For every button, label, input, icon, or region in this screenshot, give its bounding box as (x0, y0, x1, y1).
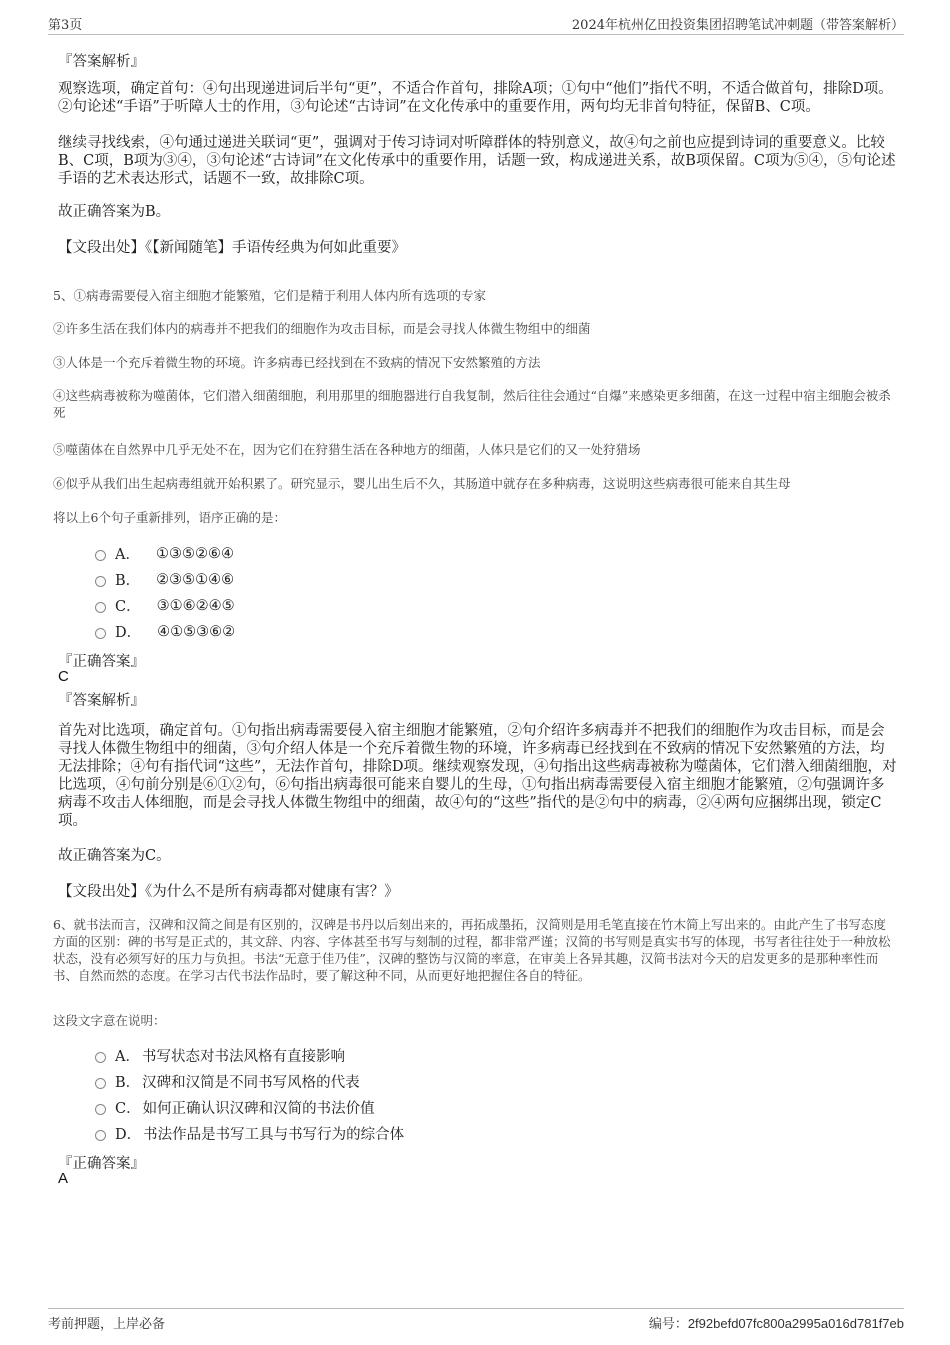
radio-icon[interactable] (95, 1130, 106, 1141)
q5-answer-label: 『正确答案』 (58, 654, 145, 670)
q5-option-d[interactable]: D． ④①⑤③⑥② (95, 621, 235, 642)
q5-prompt: 将以上6个句子重新排列，语序正确的是： (53, 510, 286, 525)
q6-option-a[interactable]: A． 书写状态对书法风格有直接影响 (95, 1045, 345, 1066)
q5-sentence-6: ⑥似乎从我们出生起病毒组就开始积累了。研究显示，婴儿出生后不久，其肠道中就存在多种病毒，这说明这些病毒很可能来自其生母 (53, 476, 791, 491)
q5-analysis: 首先对比选项，确定首句。①句指出病毒需要侵入宿主细胞才能繁殖，②句介绍许多病毒并不把我们的细胞作为攻击目标，而是会寻找人体微生物组中的细菌，③句介绍人体是一个充斥着微生物的环境，许多病毒已经找到在不致病的情况下安然繁殖的方法，均无法排除；④句有指代词“这些”，无法作首句，排除D项。继续观察发现，④句指出这些病毒被称为噬菌体，它们潜入细菌细胞，对比选项，④句前分别是⑥①②句，⑥句指出病毒很可能来自婴儿的生母，①句指出病毒需要侵入宿主细胞才能繁殖，②句强调许多病毒不攻击人体细胞，而是会寻找人体微生物组中的细菌，故④句的“这些”指代的是②句中的病毒，②④两句应捆绑出现，锁定C项。 (58, 723, 897, 829)
q4-conclusion: 故正确答案为B。 (58, 204, 171, 220)
radio-icon[interactable] (95, 1052, 106, 1063)
radio-icon[interactable] (95, 1078, 106, 1089)
q5-conclusion: 故正确答案为C。 (58, 848, 171, 864)
q5-sentence-5: ⑤噬菌体在自然界中几乎无处不在，因为它们在狩猎生活在各种地方的细菌，人体只是它们的又一处狩猎场 (53, 442, 641, 457)
q6-option-c[interactable]: C． 如何正确认识汉碑和汉简的书法价值 (95, 1097, 375, 1118)
q4-analysis-para-2: 继续寻找线索，④句通过递进关联词“更”，强调对于传习诗词对听障群体的特别意义，故④句之前也应提到诗词的重要意义。比较B、C项，B项为③④，③句论述“古诗词”在文化传承中的重要作用，话题一致，构成递进关系，故B项保留。C项为⑤④，⑤句论述手语的艺术表达形式，话题不一致，故排除C项。 (58, 135, 896, 187)
q5-answer: C (58, 668, 69, 685)
page-number: 第3页 (48, 18, 83, 33)
q5-analysis-label: 『答案解析』 (58, 693, 145, 709)
q6-prompt: 这段文字意在说明： (53, 1013, 166, 1028)
q6-passage: 6、就书法而言，汉碑和汉简之间是有区别的，汉碑是书丹以后刻出来的，再拓成墨拓，汉简则是用毛笔直接在竹木简上写出来的。由此产生了书写态度方面的区别：碑的书写是正式的，其文辞、内容、字体甚至书写与刻制的过程，都非常严谨；汉简的书写则是真实书写的体现，书写者往往处于一种放松状态，没有必须写好的压力与负担。书法“无意于佳乃佳”，汉碑的整饬与汉简的率意，在审美上各异其趣，汉简书法对今天的启发更多的是那种率性而书、自然而然的态度。在学习古代书法作品时，要了解这种不同，从而更好地把握住各自的特征。 (53, 917, 891, 983)
page-footer (48, 1308, 904, 1331)
q5-sentence-3: ③人体是一个充斥着微生物的环境。许多病毒已经找到在不致病的情况下安然繁殖的方法 (53, 355, 541, 370)
document-title: 2024年杭州亿田投资集团招聘笔试冲刺题（带答案解析） (571, 18, 904, 33)
q5-option-b[interactable]: B． ②③⑤①④⑥ (95, 569, 234, 590)
radio-icon[interactable] (95, 628, 106, 639)
footer-slogan: 考前押题，上岸必备 (48, 1317, 166, 1332)
q5-sentence-1: 5、①病毒需要侵入宿主细胞才能繁殖，它们是精于利用人体内所有选项的专家 (53, 288, 486, 303)
q6-answer: A (58, 1170, 69, 1187)
radio-icon[interactable] (95, 576, 106, 587)
q6-option-b[interactable]: B． 汉碑和汉简是不同书写风格的代表 (95, 1071, 360, 1092)
q5-option-a[interactable]: A． ①③⑤②⑥④ (95, 543, 234, 564)
radio-icon[interactable] (95, 602, 106, 613)
q5-option-c[interactable]: C． ③①⑥②④⑤ (95, 595, 235, 616)
radio-icon[interactable] (95, 1104, 106, 1115)
q4-analysis-para-1: 观察选项，确定首句：④句出现递进词后半句“更”，不适合作首句，排除A项；①句中“他们”指代不明，不适合做首句，排除D项。②句论述“手语”于听障人士的作用，③句论述“古诗词”在文化传承中的重要作用，两句均无非首句特征，保留B、C项。 (58, 81, 893, 115)
q4-analysis-label: 『答案解析』 (58, 54, 145, 70)
radio-icon[interactable] (95, 550, 106, 561)
document-code: 编号：2f92befd07fc800a2995a016d781f7eb (648, 1316, 904, 1331)
q6-option-d[interactable]: D． 书法作品是书写工具与书写行为的综合体 (95, 1123, 404, 1144)
q5-sentence-2: ②许多生活在我们体内的病毒并不把我们的细胞作为攻击目标，而是会寻找人体微生物组中的细菌 (53, 321, 591, 336)
page-header (48, 12, 904, 35)
q4-source: 【文段出处】《【新闻随笔】手语传经典为何如此重要》 (58, 240, 406, 256)
q5-sentence-4: ④这些病毒被称为噬菌体，它们潜入细菌细胞，利用那里的细胞器进行自我复制，然后往往会通过“自爆”来感染更多细菌，在这一过程中宿主细胞会被杀死 (53, 388, 891, 420)
q6-answer-label: 『正确答案』 (58, 1156, 145, 1172)
q5-source: 【文段出处】《为什么不是所有病毒都对健康有害？》 (58, 884, 399, 900)
